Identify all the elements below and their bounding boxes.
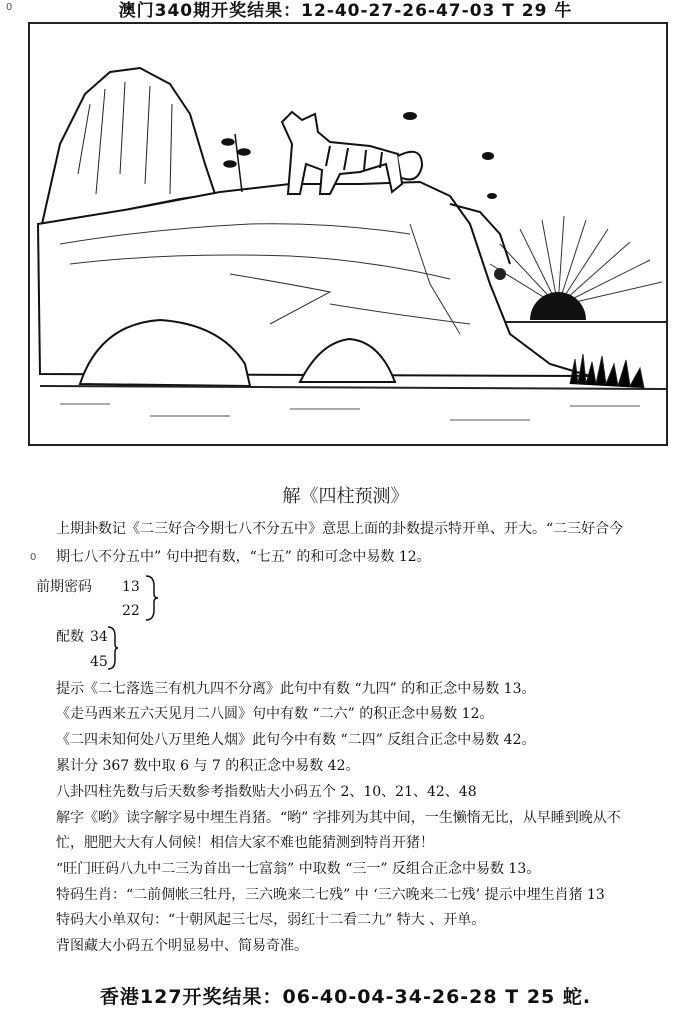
prev-code-brace xyxy=(144,574,160,622)
body-line-3: 《二四未知何处八万里绝人烟》此句今中有数 “二四” 反组合正念中易数 42。 xyxy=(56,732,536,748)
body-line-8: “旺门旺码八九中二三为首出一七富翁” 中取数 “三一” 反组合正念中易数 13。 xyxy=(56,861,541,877)
prev-code-value-1: 13 xyxy=(122,579,140,595)
match-code-brace xyxy=(106,625,120,671)
fox-on-cliff-illustration xyxy=(30,24,666,444)
body-line-4: 累计分 367 数中取 6 与 7 的积正念中易数 42。 xyxy=(56,758,360,774)
hongkong-result-footer: 香港127开奖结果：06-40-04-34-26-28 T 25 蛇. xyxy=(99,986,592,1008)
paragraph-line-1: 上期卦数记《二三好合今期七八不分五中》意思上面的卦数提示特开单、开大。“二三好合今 xyxy=(56,521,624,537)
corner-mark-top: 0 xyxy=(6,2,13,13)
match-code-value-1: 34 xyxy=(90,629,108,645)
prev-code-value-2: 22 xyxy=(122,603,140,619)
body-line-6: 解字《哟》读字解字易中埋生肖猪。“哟” 字排列为其中间，一生懒惰无比，从早睡到晚从不 xyxy=(56,810,621,826)
illustration-frame xyxy=(28,22,668,446)
match-code-label: 配数 xyxy=(56,629,84,645)
section-title: 解《四柱预测》 xyxy=(282,486,409,507)
prev-code-label: 前期密码 xyxy=(36,579,92,595)
body-line-2: 《走马西来五六天见月二八圆》句中有数 “二六” 的积正念中易数 12。 xyxy=(56,706,494,722)
body-line-9: 特码生肖：“二前倜帐三牡丹，三六晚来二七残” 中 ‘三六晚来二七残’ 提示中埋生肖猪 13 xyxy=(56,887,605,903)
body-line-11: 背图藏大小码五个明显易中、简易奇准。 xyxy=(56,938,308,954)
macau-result-header: 澳门340期开奖结果：12-40-27-26-47-03 T 29 牛 xyxy=(118,1,573,21)
body-line-1: 提示《二七落选三有机九四不分离》此句中有数 “九四” 的和正念中易数 13。 xyxy=(56,681,536,697)
body-line-7: 忙，肥肥大大有人伺候！相信大家不难也能猜测到特肖开猪！ xyxy=(56,835,434,851)
match-code-value-2: 45 xyxy=(90,654,108,670)
paragraph-line-2: 期七八不分五中” 句中把有数，“七五” 的和可念中易数 12。 xyxy=(56,549,431,565)
body-line-5: 八卦四柱先数与后天数参考指数贴大小码五个 2、10、21、42、48 xyxy=(56,784,477,800)
corner-mark-mid: 0 xyxy=(30,552,37,563)
body-line-10: 特码大小单双句：“十朝风起三七尽，弱红十二看二九” 特大 、开单。 xyxy=(56,912,486,928)
